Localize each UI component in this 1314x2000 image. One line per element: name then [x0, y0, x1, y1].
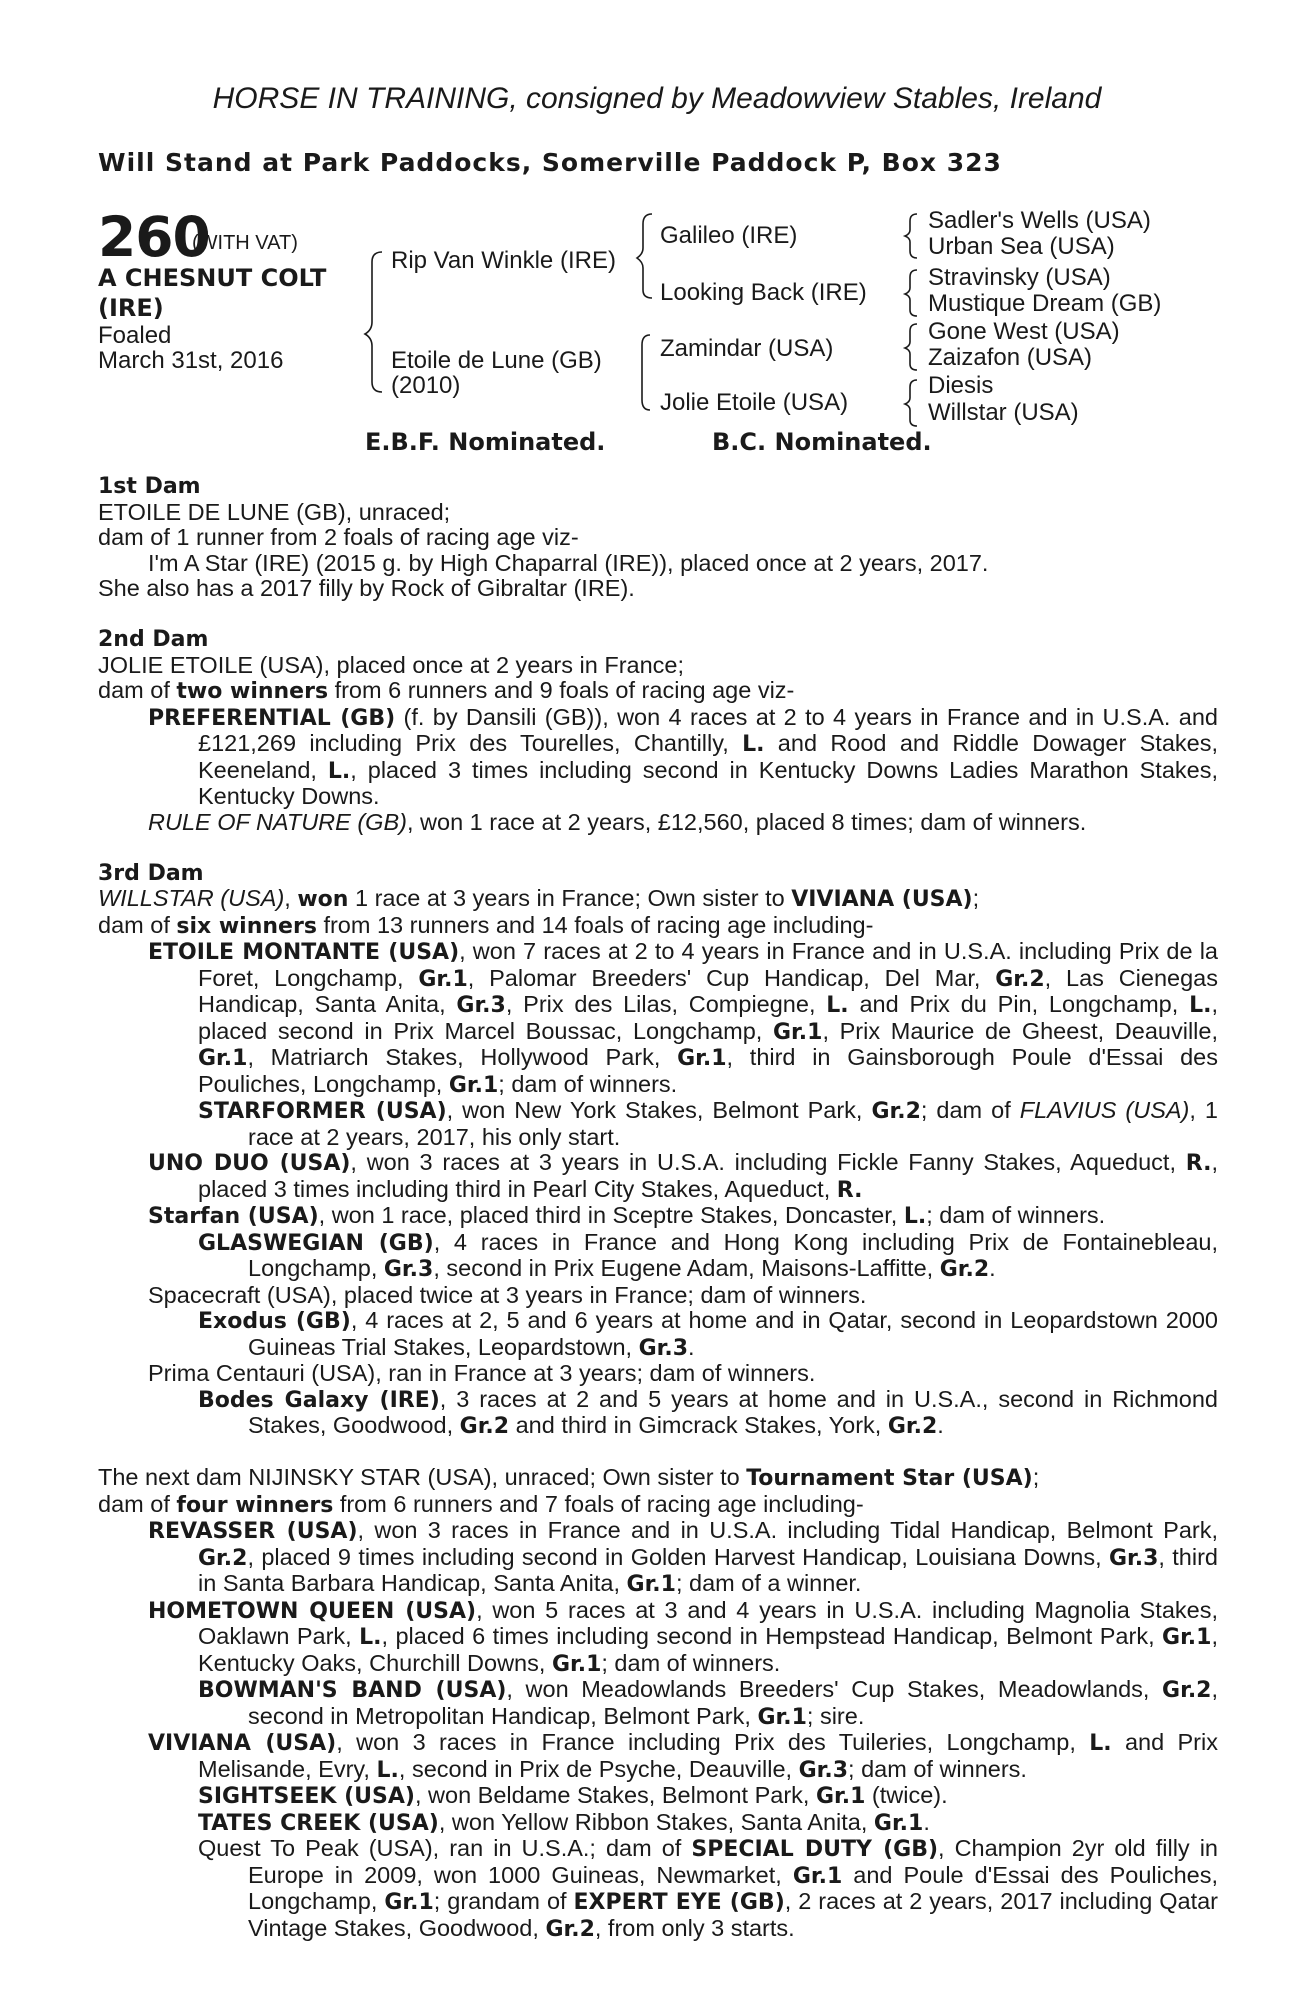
foaled-date: March 31st, 2016 [98, 347, 284, 374]
produce-etoile-montante: ETOILE MONTANTE (USA), won 7 races at 2 to 4 years in France and in U.S.A. including Prix de la Foret, Longchamp, Gr.1, Palomar Breeders' Cup Handicap, Del Mar, Gr.2, Las Cienegas Handicap, Santa Anita, Gr.3, Prix des Lilas, Compiegne, L. and Prix du Pin, Longchamp, L., placed second in Prix Marcel Boussac, Longchamp, Gr.1, Prix Maurice de Gheest, Deauville, Gr.1, Matriarch Stakes, Hollywood Park, Gr.1, third in Gainsborough Poule d'Essai des Pouliches, Longchamp, Gr.1; dam of winners. [148, 938, 1219, 1098]
pedigree-dam-year: (2010) [391, 372, 461, 399]
bracket-g3 [905, 324, 917, 370]
pedigree-sire-dam: Looking Back (IRE) [660, 279, 867, 306]
produce-rule-of-nature: RULE OF NATURE (GB), won 1 race at 2 years, £12,560, placed 8 times; dam of winners. [148, 808, 1087, 835]
produce-bodes-galaxy: Bodes Galaxy (IRE), 3 races at 2 and 5 years at home and in U.S.A., second in Richmond Stakes, Goodwood, Gr.2 and third in Gimcrack Stakes, York, Gr.2. [198, 1385, 1218, 1439]
pedigree-dam: Etoile de Lune (GB) [391, 347, 602, 374]
second-dam-line: JOLIE ETOILE (USA), placed once at 2 years in France; [98, 651, 685, 678]
first-dam-heading: 1st Dam [98, 474, 201, 499]
bc-nomination: B.C. Nominated. [712, 428, 932, 456]
ebf-nomination: E.B.F. Nominated. [365, 428, 606, 456]
pedigree-sire: Rip Van Winkle (IRE) [391, 247, 616, 274]
next-dam-line: The next dam NIJINSKY STAR (USA), unraced; Own sister to Tournament Star (USA); [98, 1464, 1040, 1491]
produce-prima-centauri: Prima Centauri (USA), ran in France at 3 years; dam of winners. [148, 1360, 816, 1386]
produce-viviana: VIVIANA (USA), won 3 races in France including Prix des Tuileries, Longchamp, L. and Prix Melisande, Evry, L., second in Prix de Psyche, Deauville, Gr.3; dam of winners. [148, 1729, 1218, 1783]
lot-description-line2: (IRE) [98, 294, 164, 322]
bracket-sire-parents [637, 214, 652, 298]
first-dam-line: dam of 1 runner from 2 foals of racing age viz- [98, 524, 579, 550]
pedigree-g6: Zaizafon (USA) [928, 344, 1093, 371]
produce-starformer: STARFORMER (USA), won New York Stakes, Belmont Park, Gr.2; dam of FLAVIUS (USA), 1 race at 2 years, 2017, his only start. [198, 1097, 1218, 1150]
pedigree-dam-dam: Jolie Etoile (USA) [660, 389, 849, 416]
third-dam-heading: 3rd Dam [98, 860, 204, 886]
first-dam-line: ETOILE DE LUNE (GB), unraced; [98, 498, 451, 525]
pedigree-g7: Diesis [928, 372, 994, 399]
produce-tates-creek: TATES CREEK (USA), won Yellow Ribbon Stakes, Santa Anita, Gr.1. [198, 1808, 930, 1836]
pedigree-g8: Willstar (USA) [928, 399, 1079, 426]
pedigree-g1: Sadler's Wells (USA) [928, 207, 1151, 234]
produce-glaswegian: GLASWEGIAN (GB), 4 races in France and Hong Kong including Prix de Fontainebleau, Longchamp, Gr.3, second in Prix Eugene Adam, Maisons-Laffitte, Gr.2. [198, 1228, 1219, 1282]
first-dam-produce: I'm A Star (IRE) (2015 g. by High Chaparral (IRE)), placed once at 2 years, 2017. [148, 549, 989, 576]
third-dam-line: WILLSTAR (USA), won 1 race at 3 years in France; Own sister to VIVIANA (USA); [98, 885, 980, 912]
produce-revasser: REVASSER (USA), won 3 races in France and in U.S.A. including Tidal Handicap, Belmont Park, Gr.2, placed 9 times including second in Golden Harvest Handicap, Louisiana Downs, Gr.3, third in Santa Barbara Handicap, Santa Anita, Gr.1; dam of a winner. [148, 1517, 1218, 1597]
pedigree-g4: Mustique Dream (GB) [928, 290, 1162, 317]
produce-exodus: Exodus (GB), 4 races at 2, 5 and 6 years at home and in Qatar, second in Leopardstown 2000 Guineas Trial Stakes, Leopardstown, Gr.3. [198, 1307, 1219, 1361]
bracket-dam-parents [642, 335, 650, 410]
pedigree-g5: Gone West (USA) [928, 318, 1120, 345]
stabling-location: Will Stand at Park Paddocks, Somerville Paddock P, Box 323 [98, 148, 1002, 177]
pedigree-dam-sire: Zamindar (USA) [660, 335, 834, 362]
next-dam-produce-summary: dam of four winners from 6 runners and 7 foals of racing age including- [98, 1490, 864, 1518]
second-dam-heading: 2nd Dam [98, 627, 209, 652]
pedigree-notes [98, 474, 1218, 1942]
lot-number: 260 [98, 205, 210, 269]
second-dam-produce-summary: dam of two winners from 6 runners and 9 foals of racing age viz- [98, 677, 795, 704]
catalogue-title: HORSE IN TRAINING, consigned by Meadowview Stables, Ireland [212, 82, 1102, 115]
produce-bowmans-band: BOWMAN'S BAND (USA), won Meadowlands Breeders' Cup Stakes, Meadowlands, Gr.2, second in Metropolitan Handicap, Belmont Park, Gr.1; sire. [198, 1676, 1219, 1730]
vat-label: (WITH VAT) [192, 232, 298, 254]
produce-starfan: Starfan (USA), won 1 race, placed third in Sceptre Stakes, Doncaster, L.; dam of winners. [148, 1202, 1106, 1229]
produce-uno-duo: UNO DUO (USA), won 3 races at 3 years in U.S.A. including Fickle Fanny Stakes, Aqueduct, R., placed 3 times including third in Pearl City Stakes, Aqueduct, R. [148, 1149, 1218, 1203]
pedigree-g3: Stravinsky (USA) [928, 264, 1111, 291]
bracket-g4 [905, 380, 917, 426]
produce-quest-to-peak: Quest To Peak (USA), ran in U.S.A.; dam of SPECIAL DUTY (GB), Champion 2yr old filly in Europe in 2009, won 1000 Guineas, Newmarket, Gr.1 and Poule d'Essai des Pouliches, Longchamp, Gr.1; grandam of EXPERT EYE (GB), 2 races at 2 years, 2017 including Qatar Vintage Stakes, Goodwood, Gr.2, from only 3 starts. [198, 1835, 1219, 1942]
third-dam-produce-summary: dam of six winners from 13 runners and 14 foals of racing age including- [98, 911, 874, 939]
bracket-g1 [905, 214, 917, 258]
bracket-sire-dam [365, 252, 382, 392]
foaled-label: Foaled [98, 322, 172, 349]
pedigree-sire-sire: Galileo (IRE) [660, 222, 798, 249]
bracket-g2 [905, 270, 917, 316]
produce-spacecraft: Spacecraft (USA), placed twice at 3 years in France; dam of winners. [148, 1281, 867, 1308]
produce-sightseek: SIGHTSEEK (USA), won Beldame Stakes, Belmont Park, Gr.1 (twice). [198, 1782, 948, 1809]
lot-description-line1: A CHESNUT COLT [98, 264, 327, 292]
first-dam-line: She also has a 2017 filly by Rock of Gibraltar (IRE). [98, 575, 635, 601]
produce-preferential: PREFERENTIAL (GB) (f. by Dansili (GB)), won 4 races at 2 to 4 years in France and in U.S.A. and £121,269 including Prix des Tourelles, Chantilly, L. and Rood and Riddle Dowager Stakes, Keeneland, L., placed 3 times including second in Kentucky Downs Ladies Marathon Stakes, Kentucky Downs. [148, 703, 1219, 809]
produce-hometown-queen: HOMETOWN QUEEN (USA), won 5 races at 3 and 4 years in U.S.A. including Magnolia Stakes, Oaklawn Park, L., placed 6 times including second in Hempstead Handicap, Belmont Park, Gr.1, Kentucky Oaks, Churchill Downs, Gr.1; dam of winners. [148, 1596, 1218, 1677]
pedigree-g2: Urban Sea (USA) [928, 233, 1115, 260]
